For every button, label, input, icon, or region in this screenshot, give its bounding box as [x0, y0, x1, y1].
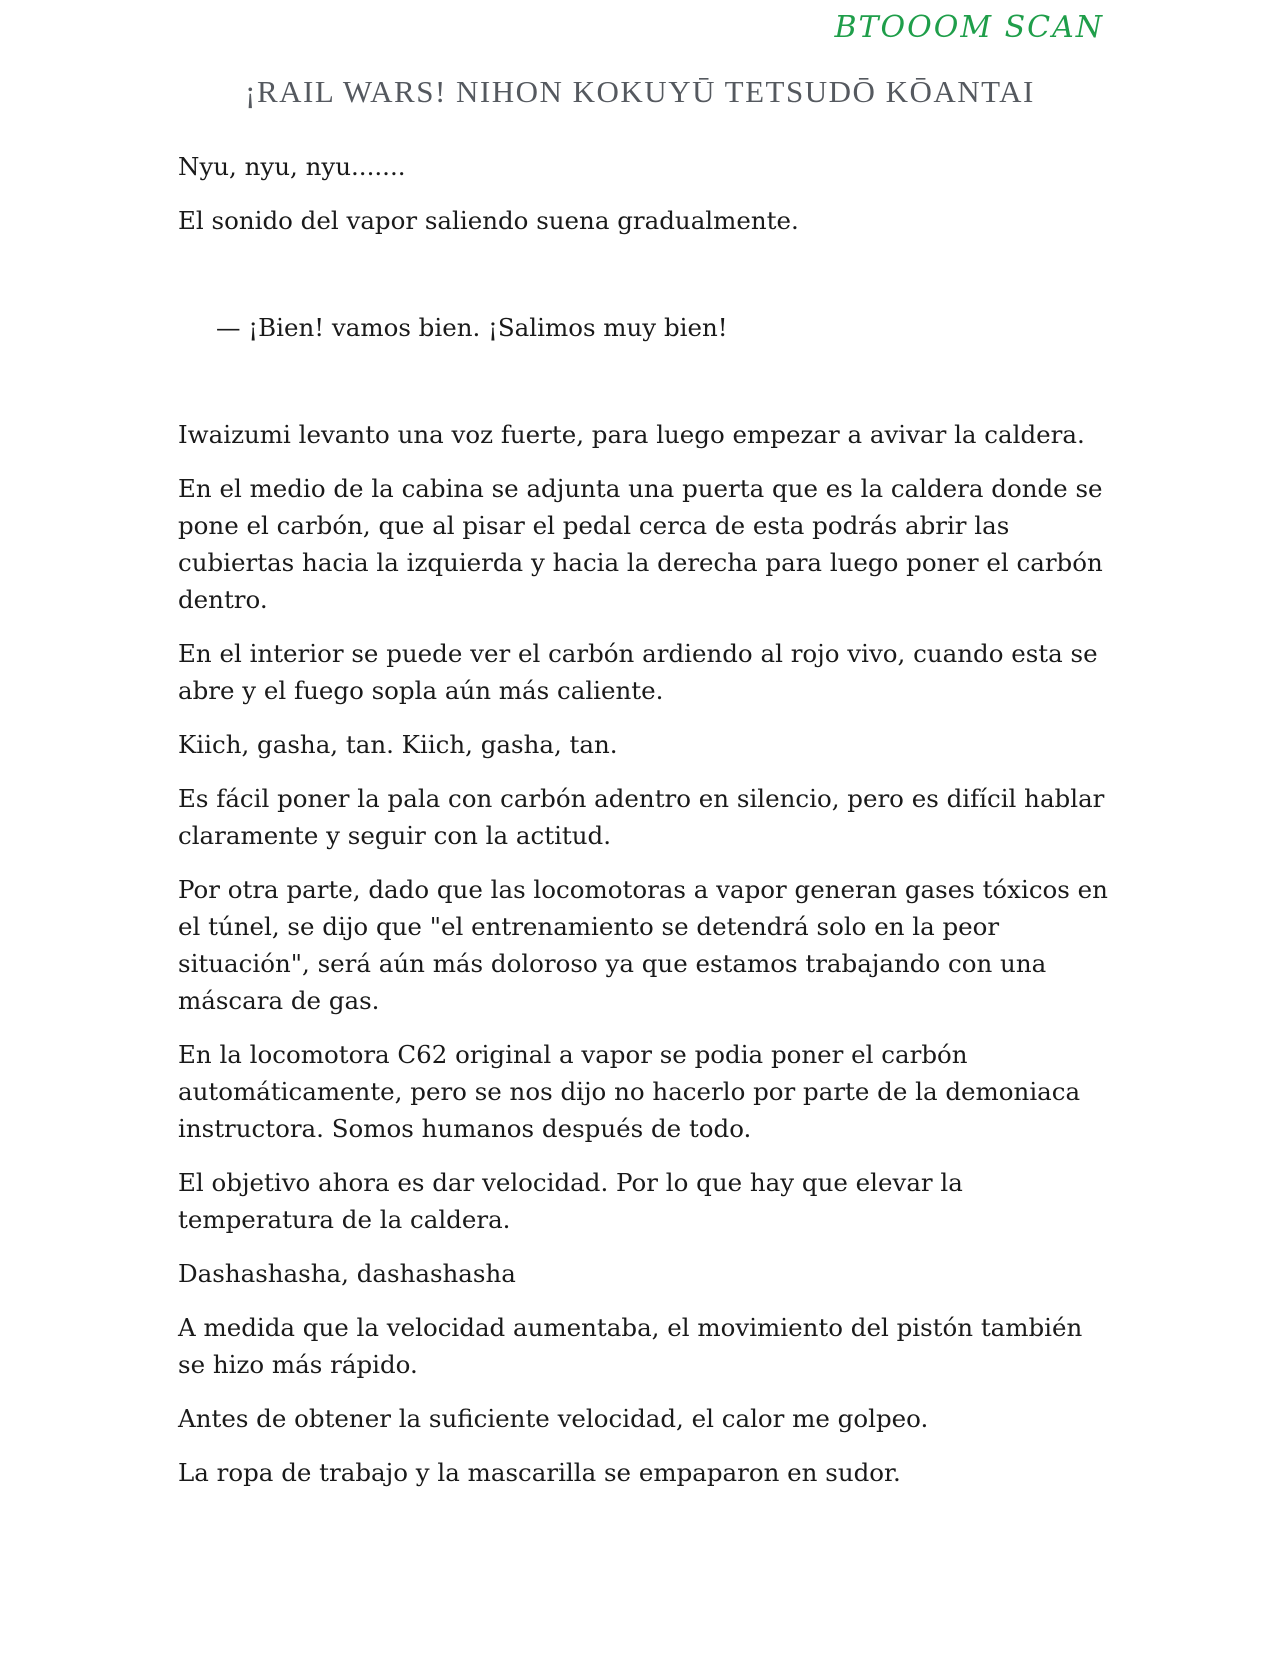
dialogue-line: — ¡Bien! vamos bien. ¡Salimos muy bien!	[216, 313, 728, 342]
paragraph: El objetivo ahora es dar velocidad. Por lo que hay que elevar la temperatura de la caldera.	[178, 1168, 963, 1234]
paragraph: Iwaizumi levanto una voz fuerte, para luego empezar a avivar la caldera.	[178, 420, 1085, 449]
paragraph: Nyu, nyu, nyu.......	[178, 152, 406, 181]
paragraph: En el medio de la cabina se adjunta una puerta que es la caldera donde se pone el carbón, que al pisar el pedal cerca de esta podrás abrir las cubiertas hacia la izquierda y hacia la derecha para luego poner el carbón dentro.	[178, 474, 1103, 614]
paragraph: Es fácil poner la pala con carbón adentro en silencio, pero es difícil hablar claramente y seguir con la actitud.	[178, 784, 1105, 850]
paragraph: Dashashasha, dashashasha	[178, 1259, 516, 1288]
book-title-header: ¡RAIL WARS! NIHON KOKUYŪ TETSUDŌ KŌANTAI	[245, 74, 1035, 109]
paragraph: La ropa de trabajo y la mascarilla se empaparon en sudor.	[178, 1458, 901, 1487]
scanlation-watermark: BTOOOM SCAN	[834, 10, 1104, 45]
paragraph: A medida que la velocidad aumentaba, el movimiento del pistón también se hizo más rápido.	[178, 1313, 1083, 1379]
paragraph: Por otra parte, dado que las locomotoras a vapor generan gases tóxicos en el túnel, se dijo que "el entrenamiento se detendrá solo en la peor situación", será aún más doloroso ya que estamos trabajando con una máscara de gas.	[178, 875, 1108, 1015]
paragraph: En el interior se puede ver el carbón ardiendo al rojo vivo, cuando esta se abre y el fuego sopla aún más caliente.	[178, 639, 1098, 705]
paragraph: Kiich, gasha, tan. Kiich, gasha, tan.	[178, 730, 618, 759]
paragraph: En la locomotora C62 original a vapor se podia poner el carbón automáticamente, pero se nos dijo no hacerlo por parte de la demoniaca instructora. Somos humanos después de todo.	[178, 1040, 1081, 1143]
paragraph: Antes de obtener la suficiente velocidad, el calor me golpeo.	[178, 1404, 929, 1433]
paragraph: El sonido del vapor saliendo suena gradualmente.	[178, 206, 799, 235]
chapter-body	[178, 148, 1108, 1508]
